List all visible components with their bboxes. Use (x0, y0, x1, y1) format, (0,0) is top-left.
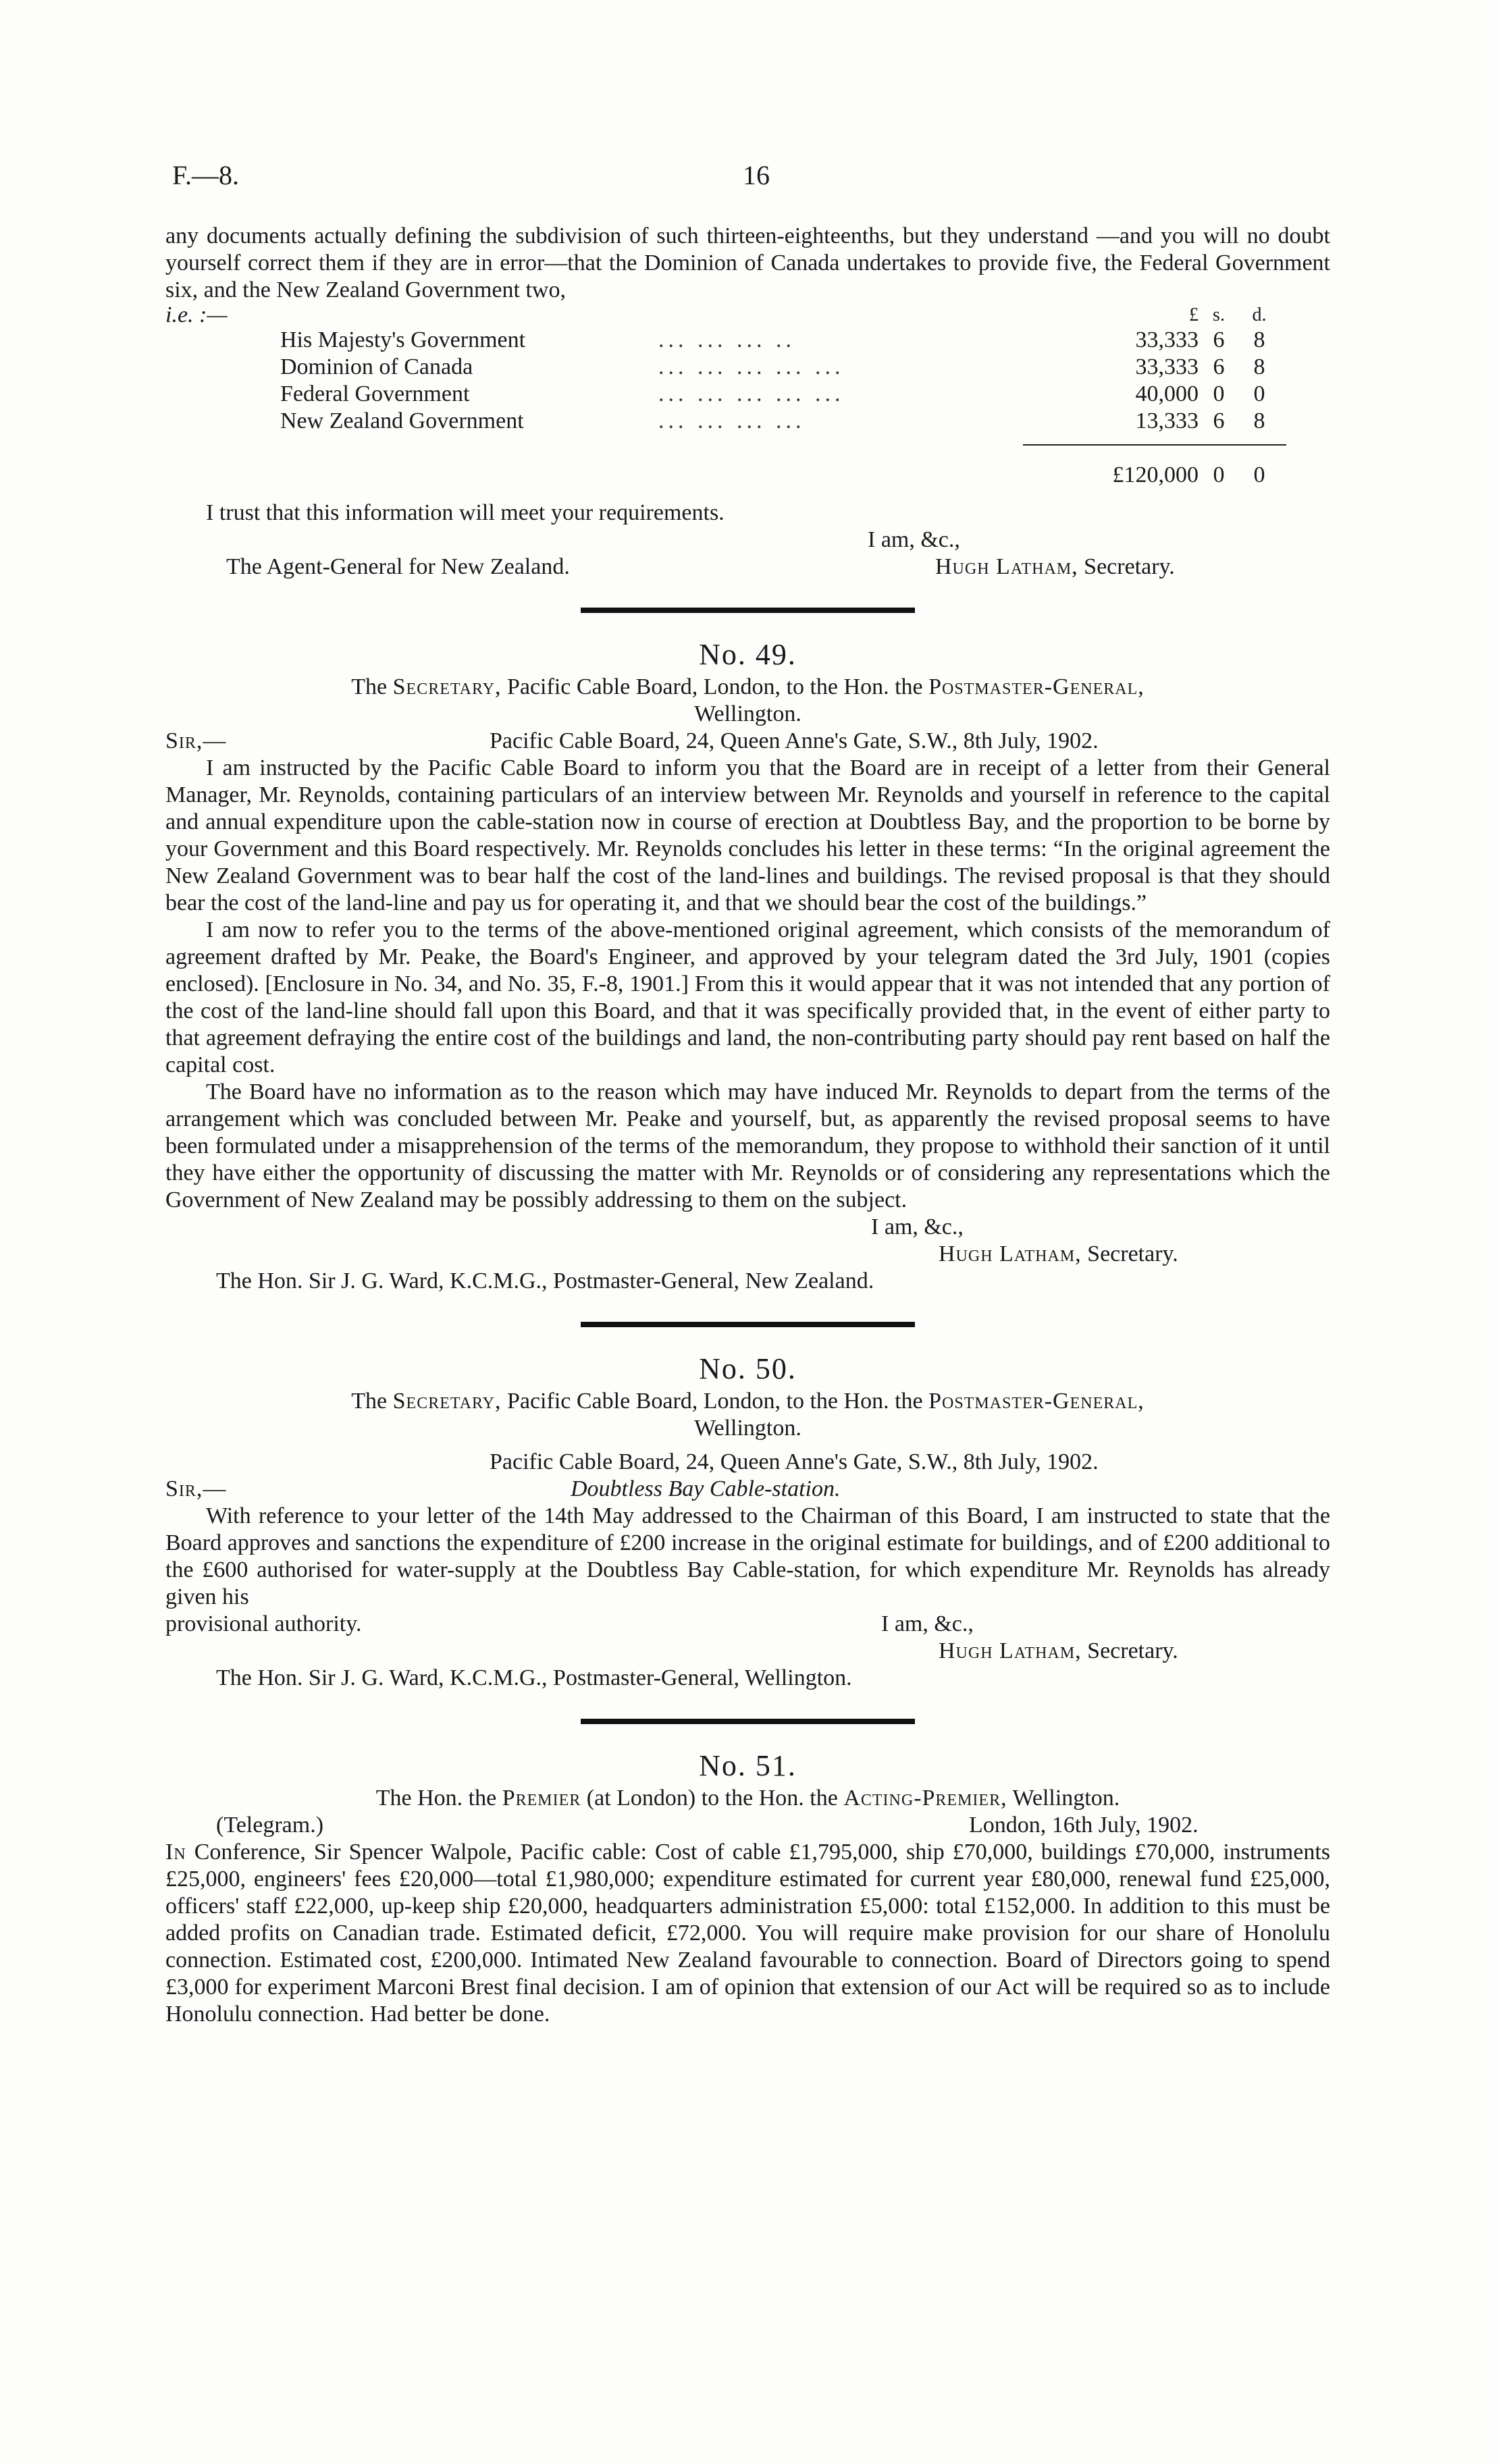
section-number: No. 50. (699, 1352, 797, 1385)
closing-iam: I am, &c., (871, 1214, 964, 1239)
shillings-header: s. (1213, 304, 1225, 325)
row-pence: 8 (1253, 327, 1265, 352)
signature: Hugh Latham, Secretary. (939, 1241, 1178, 1266)
closing-row (165, 554, 1330, 581)
row-shillings: 6 (1213, 354, 1225, 379)
heading-place: Wellington. (694, 1416, 801, 1441)
salutation: Sir,— (165, 1476, 227, 1501)
row-pounds: 40,000 (1135, 381, 1199, 406)
addressee: The Hon. Sir J. G. Ward, K.C.M.G., Postmaster-General, Wellington. (216, 1665, 852, 1690)
closing-iam: I am, &c., (868, 527, 960, 552)
row-pounds: 33,333 (1135, 327, 1199, 352)
section-rule (581, 1719, 915, 1724)
telegram-label: (Telegram.) (216, 1813, 324, 1838)
contribution-table (280, 327, 1280, 435)
section-number: No. 49. (699, 638, 797, 671)
row-label: New Zealand Government (280, 408, 524, 433)
leader-dots: ... ... ... ... ... (658, 354, 845, 379)
leader-dots: ... ... ... ... ... (658, 381, 845, 406)
section-number: No. 51. (699, 1749, 797, 1782)
section-heading: The Secretary, Pacific Cable Board, London, to the Hon. the Postmaster-General, (351, 674, 1145, 699)
document-code: F.—8. (172, 160, 240, 190)
row-pence: 8 (1253, 408, 1265, 433)
salutation: Sir,— (165, 728, 227, 753)
signature-title: Secretary. (1084, 554, 1175, 579)
letter-address: Pacific Cable Board, 24, Queen Anne's Gate, S.W., 8th July, 1902. (490, 1449, 1099, 1474)
signature (935, 554, 1175, 581)
paragraph-end: provisional authority. (165, 1611, 362, 1636)
salutation-row (165, 1476, 1330, 1503)
subject-line: Doubtless Bay Cable-station. (571, 1476, 841, 1501)
total-rule (1023, 444, 1286, 446)
pence-header: d. (1252, 304, 1267, 325)
row-label: His Majesty's Government (280, 327, 526, 352)
ie-row (165, 304, 1330, 327)
recipient: The Agent-General for New Zealand. (226, 554, 570, 579)
page-header (169, 162, 1330, 203)
leader-dots: ... ... ... .. (658, 327, 795, 352)
page-content (165, 223, 1330, 2028)
letter-address: Pacific Cable Board, 24, Queen Anne's Gate, S.W., 8th July, 1902. (490, 728, 1099, 753)
telegram-body: In Conference, Sir Spencer Walpole, Pacific cable: Cost of cable £1,795,000, ship £70,000, buildings £70,000, instruments £25,000, engineers' fees £20,000—total £1,980,000; expenditure estimated for current year £80,000, renewal fund £25,000, officers' staff £22,000, up-keep ship £20,000, headquarters administration £5,000: total £152,000. In addition to this must be added profits on Canadian trade. Estimated deficit, £72,000. You will require make provision for our share of Honolulu connection. Estimated cost, £200,000. Intimated New Zealand favourable to connection. Board of Directors going to spend £3,000 for experiment Marconi Brest final decision. I am of opinion that extension of our Act will be required so as to include Honolulu connection. Had better be done. (165, 1840, 1331, 2027)
closing-row (165, 1611, 1330, 1638)
total-shillings: 0 (1213, 462, 1225, 487)
row-pence: 8 (1253, 354, 1265, 379)
place-date: London, 16th July, 1902. (969, 1813, 1199, 1838)
table-row (280, 327, 1280, 354)
letter-paragraph: I am instructed by the Pacific Cable Board to inform you that the Board are in receipt of a letter from their General Manager, Mr. Reynolds, containing particulars of an interview between Mr. Reynolds and yourself in reference to the capital and annual expenditure upon the cable-station now in course of erection at Doubtless Bay, and the proportion to be borne by your Government and this Board respectively. Mr. Reynolds concludes his letter in these terms: “In the original agreement the New Zealand Government was to bear half the cost of the land-lines and buildings. The revised proposal is that they should bear the cost of the land-line and pay us for operating it, and that we should bear the cost of the buildings.” (165, 755, 1330, 915)
table-row (280, 354, 1280, 381)
row-label: Dominion of Canada (280, 354, 473, 379)
row-shillings: 6 (1213, 408, 1225, 433)
letter-paragraph: The Board have no information as to the reason which may have induced Mr. Reynolds to depart from the terms of the arrangement which was concluded between Mr. Peake and yourself, but, as apparently the revised proposal seems to have been formulated under a misapprehension of the terms of the memorandum, they propose to withhold their sanction of it until they have either the opportunity of discussing the matter with Mr. Reynolds or of considering any representations which the Government of New Zealand may be possibly addressing to them on the subject. (165, 1079, 1330, 1212)
section-rule (581, 1322, 915, 1327)
letter-paragraph: I am now to refer you to the terms of the above-mentioned original agreement, which consists of the memorandum of agreement drafted by Mr. Peake, the Board's Engineer, and approved by your telegram dated the 3rd July, 1901 (copies enclosed). [Enclosure in No. 34, and No. 35, F.-8, 1901.] From this it would appear that it was not intended that any portion of the cost of the land-line should fall upon this Board, and that it was specifically provided that, in the event of either party to that agreement defraying the entire cost of the buildings and land, the non-contributing party should pay rent based on half the capital cost. (165, 917, 1330, 1077)
row-pence: 0 (1253, 381, 1265, 406)
heading-place: Wellington. (694, 701, 801, 726)
signature: Hugh Latham, Secretary. (939, 1638, 1178, 1663)
closing-iam: I am, &c., (881, 1611, 974, 1636)
row-shillings: 6 (1213, 327, 1225, 352)
page-number: 16 (743, 160, 770, 190)
trust-line: I trust that this information will meet your requirements. (206, 500, 725, 525)
table-total (165, 462, 1280, 489)
section-heading: The Hon. the Premier (at London) to the Hon. the Acting-Premier, Wellington. (375, 1786, 1120, 1811)
intro-paragraph: any documents actually defining the subdivision of such thirteen-eighteenths, but they understand —and you will no doubt yourself correct them if they are in error—that the Dominion of Canada undertakes to provide five, the Federal Government six, and the New Zealand Government two, (165, 223, 1330, 302)
total-pence: 0 (1253, 462, 1265, 487)
row-label: Federal Government (280, 381, 470, 406)
leader-dots: ... ... ... ... (658, 408, 806, 433)
telegram-row (165, 1812, 1330, 1839)
section-heading: The Secretary, Pacific Cable Board, London, to the Hon. the Postmaster-General, (351, 1389, 1145, 1414)
currency-header (300, 304, 1280, 327)
row-pounds: 13,333 (1135, 408, 1199, 433)
letter-paragraph: With reference to your letter of the 14th May addressed to the Chairman of this Board, I am instructed to state that the Board approves and sanctions the expenditure of £200 increase in the original estimate for buildings, and of £200 additional to the £600 authorised for water-supply at the Doubtless Bay Cable-station, for which expenditure Mr. Reynolds has already given his (165, 1503, 1330, 1609)
row-pounds: 33,333 (1135, 354, 1199, 379)
pounds-header: £ (1189, 304, 1199, 325)
salutation-row (165, 728, 1330, 755)
section-rule (581, 608, 915, 613)
total-pounds: £120,000 (1112, 462, 1199, 487)
table-row (280, 381, 1280, 408)
signature-name: Hugh Latham, (935, 554, 1078, 579)
table-row (280, 408, 1280, 435)
ie-label: i.e. :— (165, 302, 228, 327)
row-shillings: 0 (1213, 381, 1225, 406)
addressee: The Hon. Sir J. G. Ward, K.C.M.G., Postmaster-General, New Zealand. (216, 1268, 874, 1293)
